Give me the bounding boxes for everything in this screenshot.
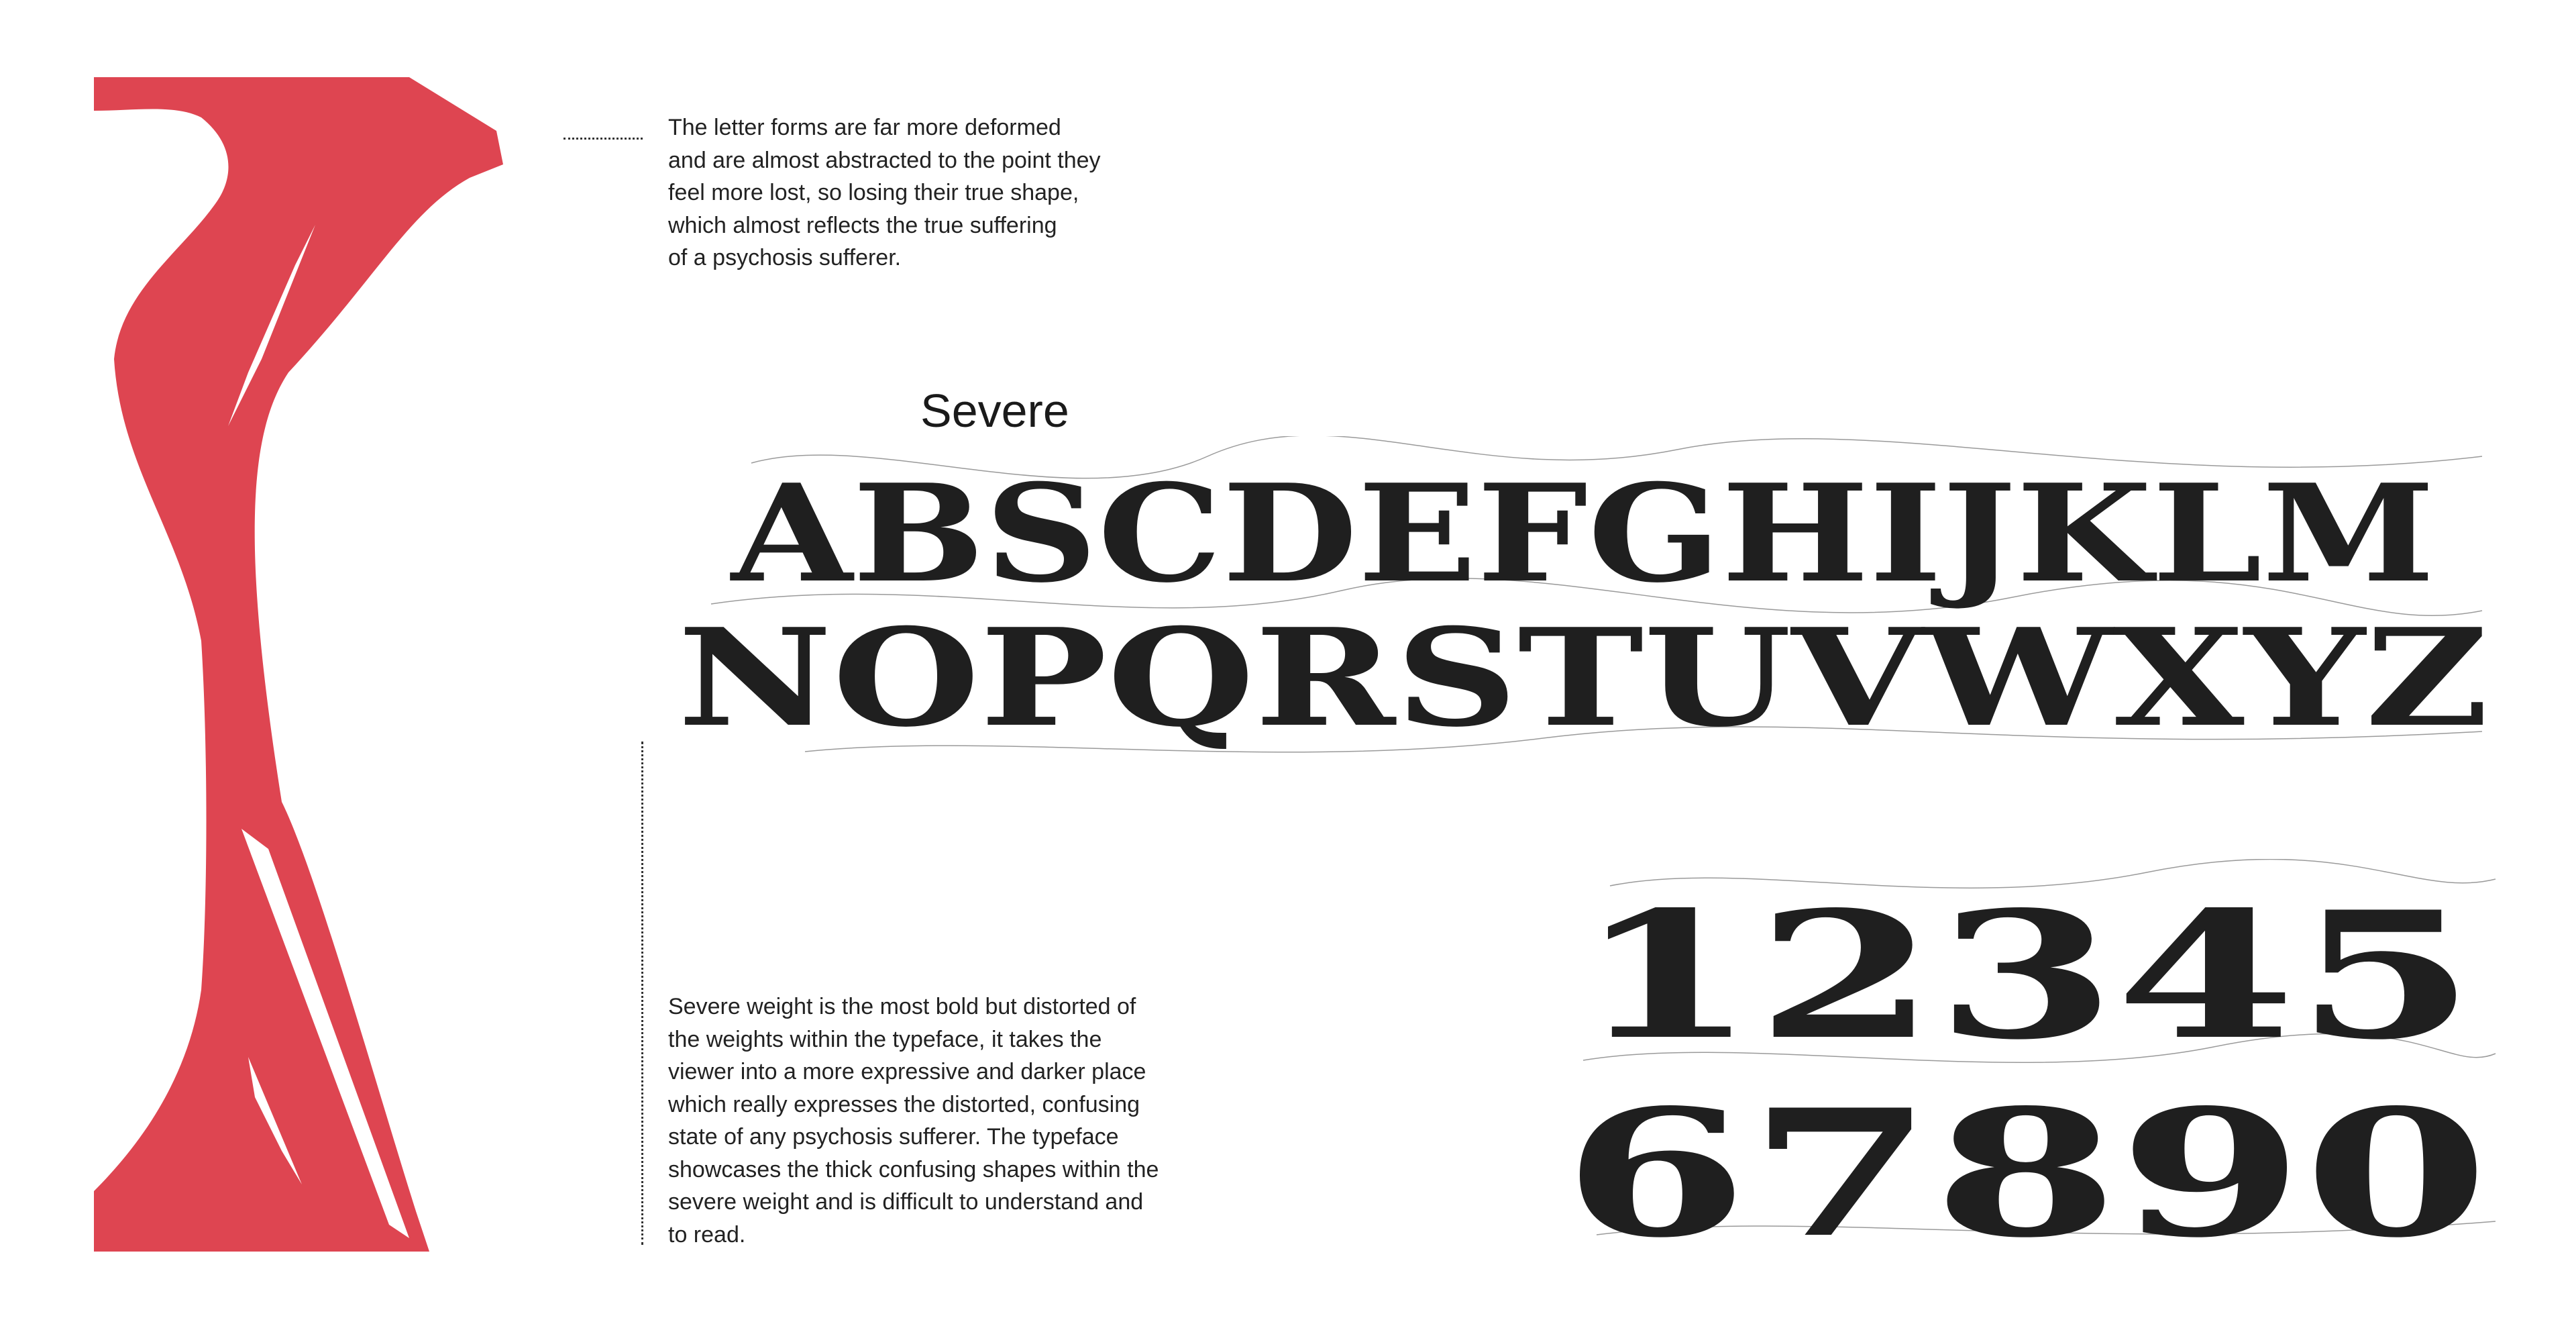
large-red-letterform: [94, 77, 523, 1252]
dotted-rule-horizontal: [564, 138, 643, 140]
numerals-row-2: 67890: [1563, 1072, 2489, 1262]
alphabet-row-2: NOPQRSTUVWXYZ: [678, 599, 2489, 757]
alphabet-row-1: ABSCDEFGHIJKLM: [729, 455, 2435, 613]
dotted-rule-vertical: [641, 742, 643, 1245]
weight-title: Severe: [920, 385, 1069, 437]
alphabet-specimen: [671, 436, 2496, 772]
numerals-specimen: [1543, 859, 2509, 1262]
intro-paragraph: The letter forms are far more deformed and are almost abstracted to the point they feel more lost, so losing their true shape, which almost reflects the true suffering of a psychosis sufferer.: [668, 115, 1101, 270]
numerals-row-1: 12345: [1576, 874, 2475, 1078]
red-letter-shape: [94, 77, 503, 1252]
description-paragraph: Severe weight is the most bold but distorted of the weights within the typeface, it takes the viewer into a more expressive and darker place which really expresses the distorted, confusing state of any psychosis sufferer. The typeface showcases the thick confusing shapes within the severe weight and is difficult to understand and to read.: [668, 994, 1159, 1248]
